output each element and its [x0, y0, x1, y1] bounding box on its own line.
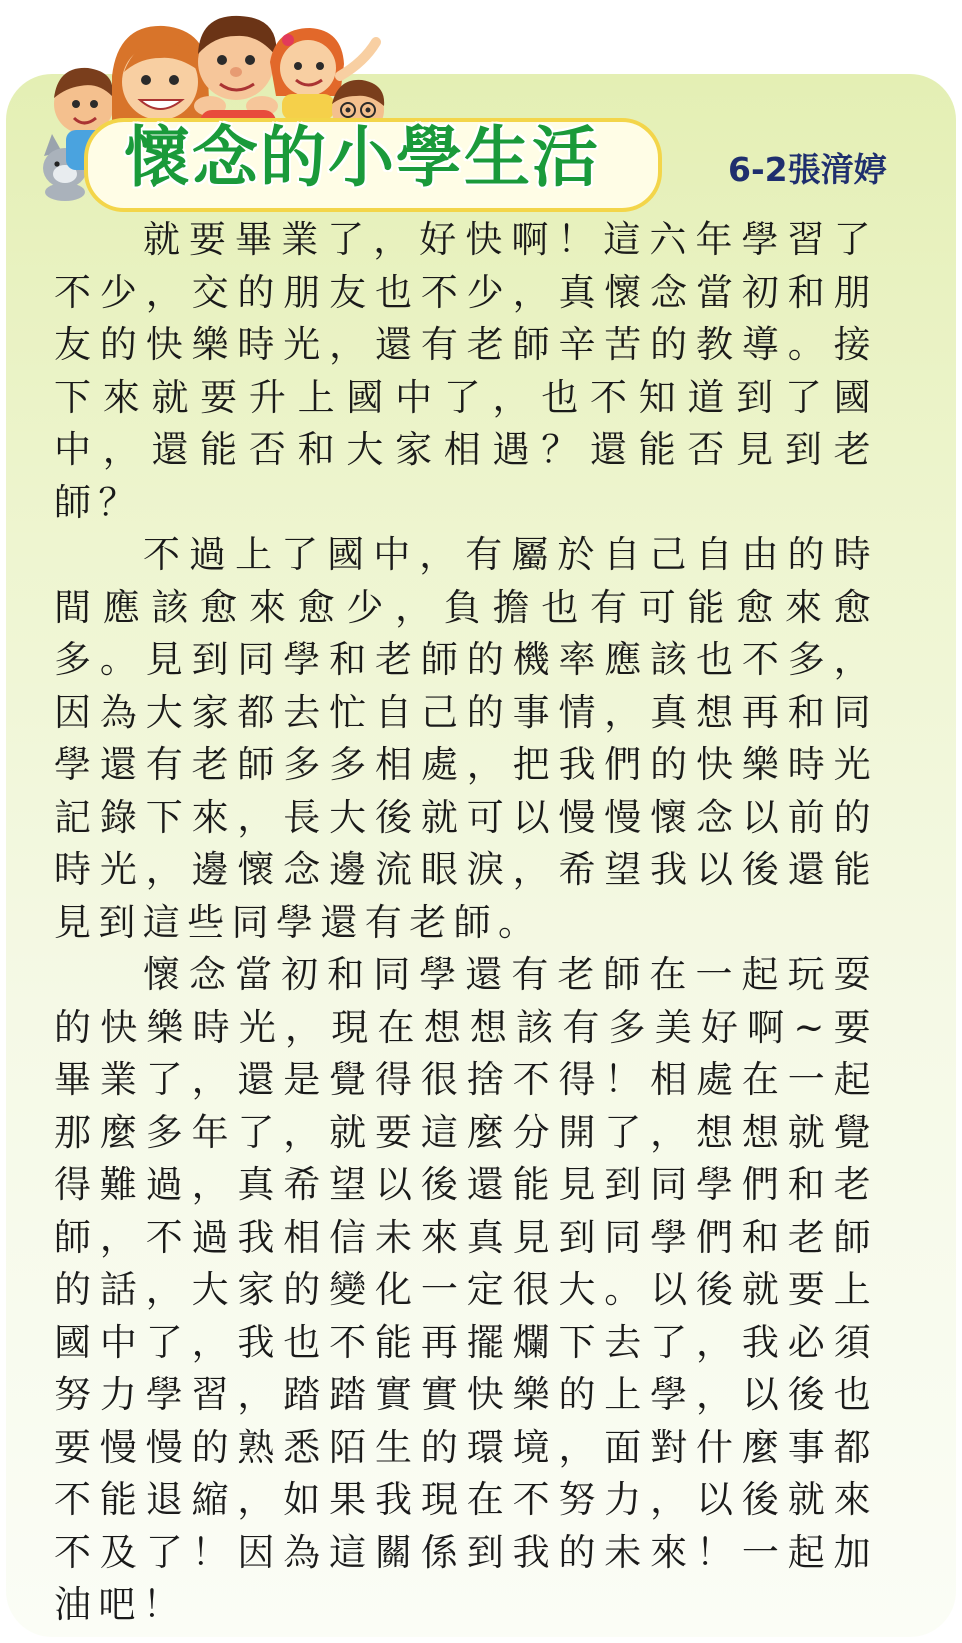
paragraph-1: 就要畢業了，好快啊！這六年學習了不少，交的朋友也不少，真懷念當初和朋友的快樂時光，還有老師辛苦的教導。接下來就要升上國中了，也不知道到了國中，還能否和大家相遇？還能否見到老師？: [54, 218, 878, 524]
page-title: 懷念的小學生活: [124, 119, 600, 196]
author-byline: 6-2張湇婷: [728, 150, 887, 189]
paragraph-2: 不過上了國中，有屬於自己自由的時間應該愈來愈少，負擔也有可能愈來愈多。見到同學和老師的機率應該也不多，因為大家都去忙自己的事情，真想再和同學還有老師多多相處，把我們的快樂時光記錄下來，長大後就可以慢慢懷念以前的時光，邊懷念邊流眼淚，希望我以後還能見到這些同學還有老師。: [54, 533, 878, 944]
article-body: [54, 214, 878, 1632]
paragraph-3: 懷念當初和同學還有老師在一起玩耍的快樂時光，現在想想該有多美好啊~要畢業了，還是覺得很捨不得！相處在一起那麼多年了，就要這麼分開了，想想就覺得難過，真希望以後還能見到同學們和老師，不過我相信未來真見到同學們和老師的話，大家的變化一定很大。以後就要上國中了，我也不能再擺爛下去了，我必須努力學習，踏踏實實快樂的上學，以後也要慢慢的熟悉陌生的環境，面對什麼事都不能退縮，如果我現在不努力，以後就來不及了！因為這關係到我的未來！一起加油吧！: [54, 953, 878, 1626]
